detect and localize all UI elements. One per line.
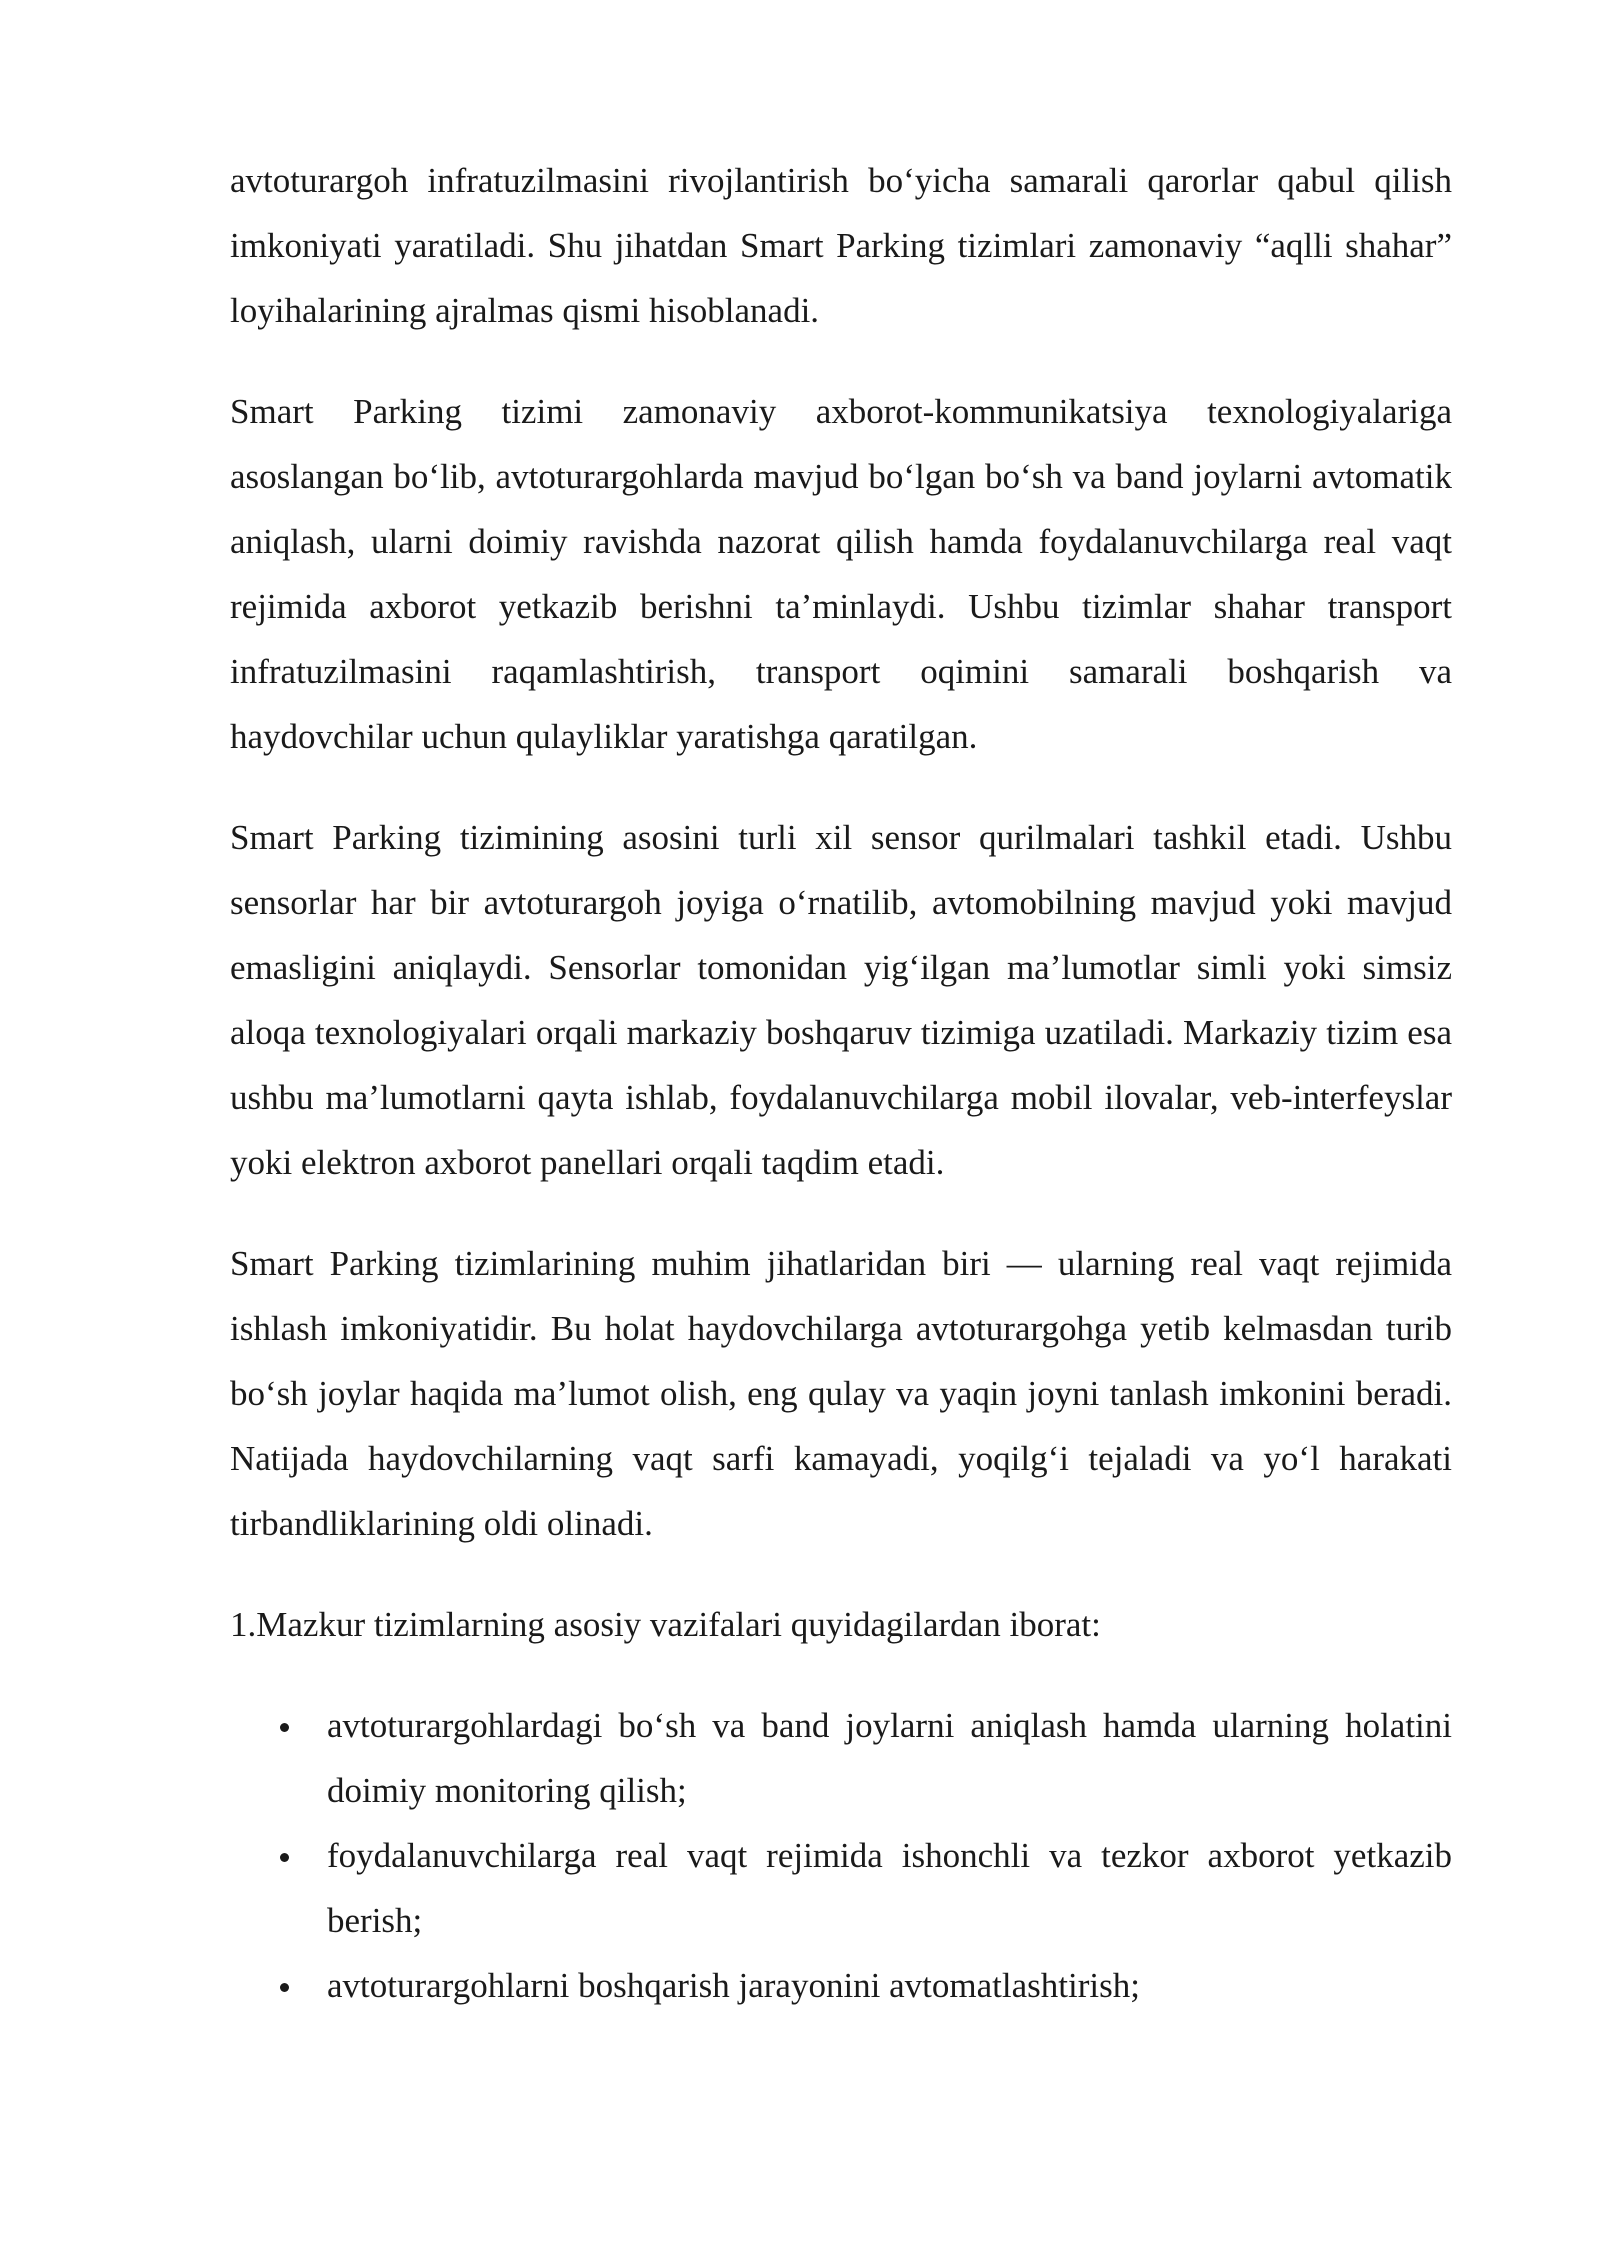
paragraph-1: avtoturargoh infratuzilmasini rivojlantirish bo‘yicha samarali qarorlar qabul qilish imkoniyati yaratiladi. Shu jihatdan Smart Parking tizimlari zamonaviy “aqlli shahar” loyihalarining ajralmas qismi hisoblanadi.: [230, 161, 1452, 330]
bullet-icon: [280, 1853, 289, 1862]
bullet-icon: [280, 1983, 289, 1992]
paragraph-2: Smart Parking tizimi zamonaviy axborot-kommunikatsiya texnologiyalariga asoslangan bo‘lib, avtoturargohlarda mavjud bo‘lgan bo‘sh va band joylarni avtomatik aniqlash, ularni doimiy ravishda nazorat qilish hamda foydalanuvchilarga real vaqt rejimida axborot yetkazib berishni ta’minlaydi. Ushbu tizimlar shahar transport infratuzilmasini raqamlashtirish, transport oqimini samarali boshqarish va haydovchilar uchun qulayliklar yaratishga qaratilgan.: [230, 392, 1452, 756]
bullet-list: [230, 1693, 1452, 2018]
list-heading: 1.Mazkur tizimlarning asosiy vazifalari quyidagilardan iborat:: [230, 1605, 1101, 1644]
list-item: [230, 1953, 1452, 2018]
list-item-text: avtoturargohlardagi bo‘sh va band joylarni aniqlash hamda ularning holatini doimiy monitoring qilish;: [327, 1706, 1452, 1810]
paragraph-3: Smart Parking tizimining asosini turli xil sensor qurilmalari tashkil etadi. Ushbu sensorlar har bir avtoturargoh joyiga o‘rnatilib, avtomobilning mavjud yoki mavjud emasligini aniqlaydi. Sensorlar tomonidan yig‘ilgan ma’lumotlar simli yoki simsiz aloqa texnologiyalari orqali markaziy boshqaruv tizimiga uzatiladi. Markaziy tizim esa ushbu ma’lumotlarni qayta ishlab, foydalanuvchilarga mobil ilovalar, veb-interfeyslar yoki elektron axborot panellari orqali taqdim etadi.: [230, 818, 1452, 1182]
list-item: [230, 1823, 1452, 1953]
list-item: [230, 1693, 1452, 1823]
page-content: [230, 148, 1452, 2018]
bullet-icon: [280, 1723, 289, 1732]
list-item-text: avtoturargohlarni boshqarish jarayonini avtomatlashtirish;: [327, 1966, 1140, 2005]
paragraph-4: Smart Parking tizimlarining muhim jihatlaridan biri — ularning real vaqt rejimida ishlash imkoniyatidir. Bu holat haydovchilarga avtoturargohga yetib kelmasdan turib bo‘sh joylar haqida ma’lumot olish, eng qulay va yaqin joyni tanlash imkonini beradi. Natijada haydovchilarning vaqt sarfi kamayadi, yoqilg‘i tejaladi va yo‘l harakati tirbandliklarining oldi olinadi.: [230, 1244, 1452, 1543]
list-item-text: foydalanuvchilarga real vaqt rejimida ishonchli va tezkor axborot yetkazib berish;: [327, 1836, 1452, 1940]
